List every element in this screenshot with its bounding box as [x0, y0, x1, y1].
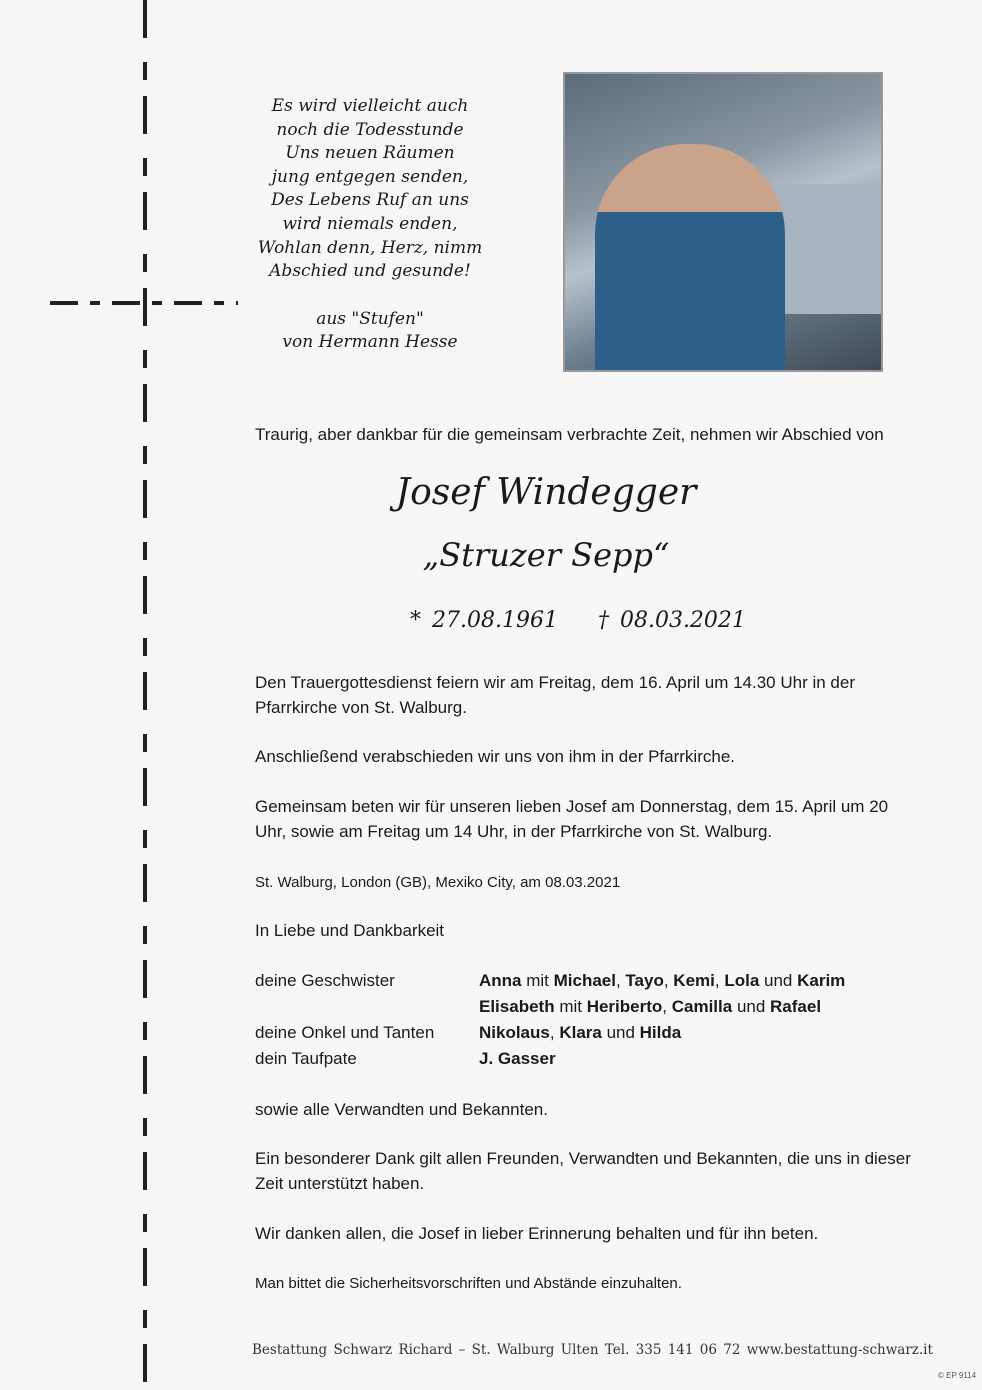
- family-member-name: Klara: [559, 1023, 602, 1042]
- closing-text: In Liebe und Dankbarkeit: [255, 921, 445, 940]
- family-names: [479, 1046, 556, 1072]
- family-member-name: Hilda: [639, 1023, 682, 1042]
- funeral-home-footer: Bestattung Schwarz Richard – St. Walburg Ulten Tel. 335 141 06 72 www.bestattung-schwarz.it: [252, 1342, 933, 1358]
- poem-line: noch die Todesstunde: [276, 119, 464, 140]
- family-connector: ,: [714, 971, 725, 990]
- intro-text: Traurig, aber dankbar für die gemeinsam verbrachte Zeit, nehmen wir Abschied von: [255, 425, 884, 444]
- portrait-photo: [563, 72, 883, 372]
- poem-line: Des Lebens Ruf an uns: [271, 190, 469, 211]
- family-connector: ,: [663, 971, 674, 990]
- family-names: [479, 1020, 681, 1046]
- family-member-name: Rafael: [770, 997, 822, 1016]
- family-relation: [255, 994, 479, 1020]
- photo-person: [595, 144, 785, 370]
- family-row: [255, 1020, 915, 1046]
- thanks-text: Ein besonderer Dank gilt allen Freunden, Verwandten und Bekannten, die uns in dieser Zeit unterstützt haben.: [255, 1149, 911, 1193]
- thanks-memory-text: Wir danken allen, die Josef in lieber Erinnerung behalten und für ihn beten.: [255, 1224, 819, 1243]
- family-list: [255, 968, 915, 1072]
- family-connector: und: [759, 971, 798, 990]
- family-member-name: Nikolaus: [479, 1023, 550, 1042]
- life-dates: [410, 608, 746, 633]
- family-member-name: Lola: [724, 971, 760, 990]
- family-connector: ,: [662, 997, 672, 1016]
- poem: [230, 95, 510, 355]
- family-connector: mit: [521, 971, 554, 990]
- family-names: [479, 968, 845, 994]
- poem-author: von Hermann Hesse: [282, 332, 458, 353]
- family-member-name: Michael: [553, 971, 616, 990]
- family-member-name: J. Gasser: [479, 1049, 556, 1068]
- deceased-nickname: „Struzer Sepp“: [422, 536, 670, 574]
- poem-line: wird niemals enden,: [282, 213, 458, 234]
- family-relation: dein Taufpate: [255, 1049, 357, 1068]
- family-member-name: Tayo: [625, 971, 664, 990]
- family-member-name: Karim: [797, 971, 846, 990]
- document-code: © EP 9114: [938, 1371, 977, 1380]
- family-row: [255, 994, 915, 1020]
- family-connector: mit: [554, 997, 587, 1016]
- poem-line: Es wird vielleicht auch: [271, 96, 469, 116]
- cross-vertical: [143, 0, 147, 1390]
- family-connector: ,: [615, 971, 626, 990]
- family-row: [255, 1046, 915, 1072]
- family-relation: deine Onkel und Tanten: [255, 1023, 435, 1042]
- family-names: [479, 994, 821, 1020]
- family-member-name: Anna: [479, 971, 522, 990]
- family-connector: ,: [549, 1023, 560, 1042]
- prayer-text: Gemeinsam beten wir für unseren lieben Josef am Donnerstag, dem 15. April um 20 Uhr, sowie am Freitag um 14 Uhr, in der Pfarrkirche von St. Walburg.: [255, 797, 889, 841]
- cross-horizontal: [50, 301, 238, 305]
- relatives-text: sowie alle Verwandten und Bekannten.: [255, 1100, 548, 1119]
- poem-line: Uns neuen Räumen: [285, 143, 455, 164]
- family-connector: und: [601, 1023, 640, 1042]
- family-relation: deine Geschwister: [255, 971, 395, 990]
- poem-line: Wohlan denn, Herz, nimm: [257, 237, 483, 258]
- family-member-name: Elisabeth: [479, 997, 555, 1016]
- family-connector: und: [732, 997, 771, 1016]
- place-date: St. Walburg, London (GB), Mexiko City, am 08.03.2021: [255, 874, 621, 891]
- family-row: [255, 968, 915, 994]
- death-date: † 08.03.2021: [597, 608, 746, 633]
- poem-line: Abschied und gesunde!: [269, 261, 471, 282]
- family-member-name: Kemi: [673, 971, 715, 990]
- funeral-service-text: Den Trauergottesdienst feiern wir am Freitag, dem 16. April um 14.30 Uhr in der Pfarrkirche von St. Walburg.: [255, 673, 856, 717]
- poem-source: aus "Stufen": [316, 308, 424, 329]
- family-member-name: Camilla: [671, 997, 733, 1016]
- family-member-name: Heriberto: [586, 997, 663, 1016]
- farewell-text: Anschließend verabschieden wir uns von ihm in der Pfarrkirche.: [255, 747, 736, 766]
- birth-date: * 27.08.1961: [410, 608, 558, 633]
- safety-notice: Man bittet die Sicherheitsvorschriften und Abstände einzuhalten.: [255, 1275, 682, 1292]
- poem-line: jung entgegen senden,: [271, 166, 469, 187]
- deceased-name: Josef Windegger: [395, 472, 697, 513]
